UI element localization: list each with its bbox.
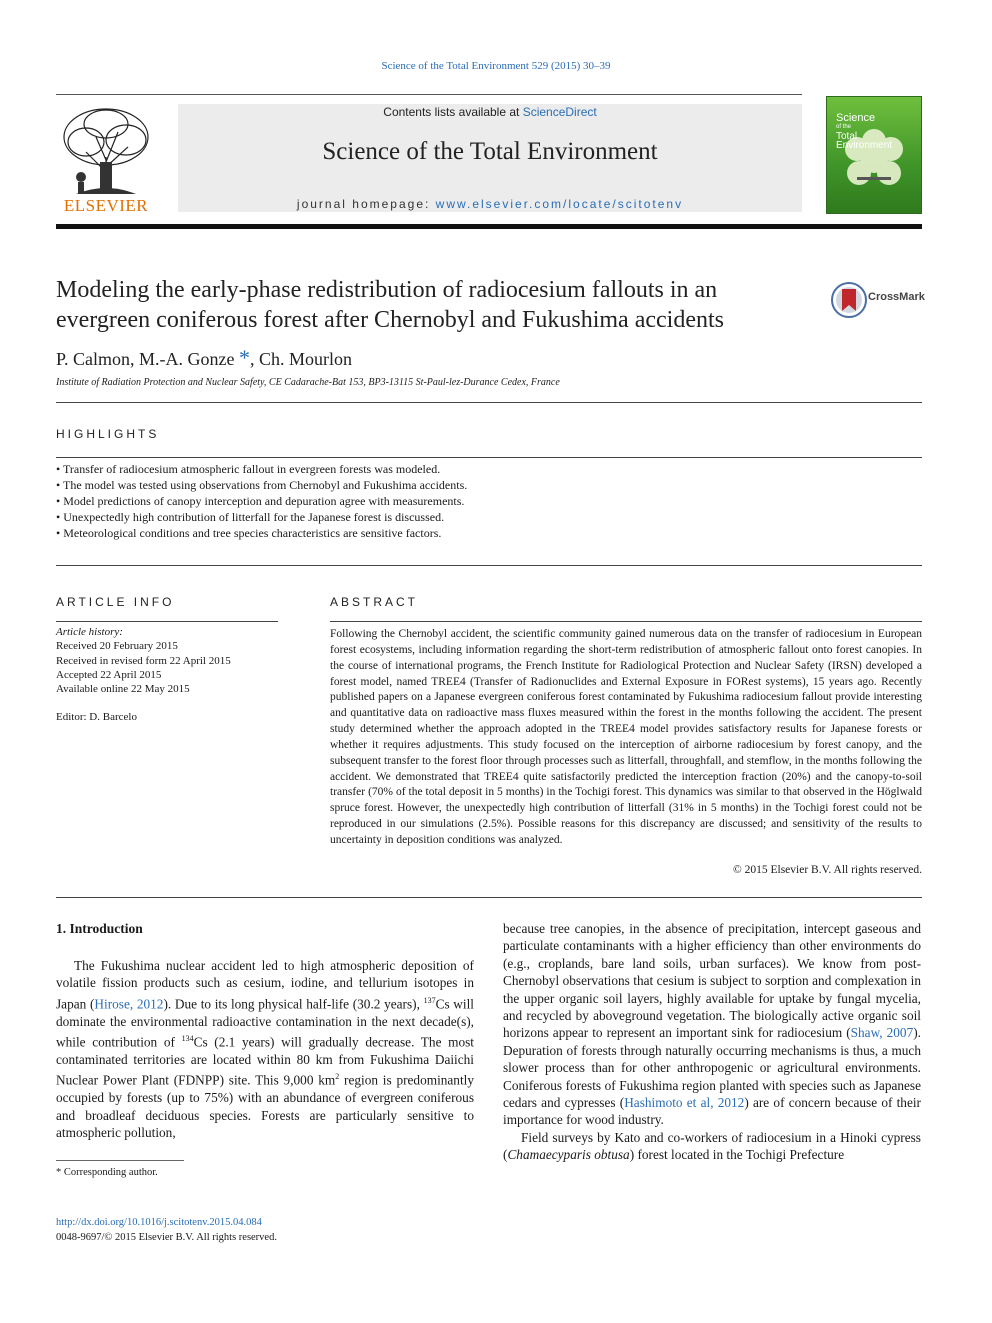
- article-info-heading: ARTICLE INFO: [56, 595, 175, 609]
- crossmark-label[interactable]: CrossMark: [868, 291, 925, 303]
- corresponding-author-footnote: * Corresponding author.: [56, 1167, 158, 1178]
- abstract-text: Following the Chernobyl accident, the scientific community gained numerous data on the transfer of radiocesium in European forest ecosystems, including information regarding the short-term redistribution of atmospheric fallout onto forest canopies. In the course of international programs, the French Institute for Radiological Protection and Nuclear Safety (IRSN) developed a forest model, named TREE4 (Transfer of Radionuclides and External Exposure in FORest systems), 15 years ago. Recently published papers on a Japanese evergreen coniferous forest contaminated by Fukushima radiocesium fallout provide interesting and quantitative data on radioactive mass fluxes measured within the forest in the months following the accident. The present study determined whether the approach adopted in the TREE4 model provides satisfactory results for Japanese forests or whether it requires adjustments. This study focused on the interception of airborne radiocesium by forest canopy, and the subsequent transfer to the forest floor through processes such as litterfall, throughfall, and stemflow, in the months following the accident. We demonstrated that TREE4 quite satisfactorily predicted the interception fraction (20%) and the canopy-to-soil transfer (70% of the total deposit in 5 months) in the Tochigi forest. This dynamics was similar to that observed in the Höglwald spruce forest. However, the unexpectedly high contribution of litterfall (31% in 5 months) in the Tochigi forest could not be reproduced in our simulations (2.5%). Possible reasons for this discrepancy are discussed; and sensitivity of the results to uncertainty in deposition conditions was analyzed.: [330, 628, 922, 846]
- section-divider: [56, 897, 922, 898]
- highlights-rule: [56, 457, 922, 458]
- section-heading-introduction: 1. Introduction: [56, 921, 143, 936]
- abstract-heading: ABSTRACT: [330, 595, 419, 609]
- cover-title: Science of the Total Environment: [836, 112, 893, 151]
- journal-title: Science of the Total Environment: [322, 138, 658, 165]
- crossmark-icon[interactable]: [831, 282, 867, 318]
- highlights-list: [56, 461, 922, 541]
- highlight-item: • The model was tested using observations from Chernobyl and Fukushima accidents.: [56, 478, 468, 492]
- header-rule: [56, 94, 802, 95]
- sciencedirect-link[interactable]: ScienceDirect: [522, 105, 597, 119]
- affiliation: Institute of Radiation Protection and Nuclear Safety, CE Cadarache-Bat 153, BP3-13115 St-Paul-lez-Durance Cedex, France: [56, 377, 560, 388]
- section-divider: [56, 402, 922, 403]
- footnote-rule: [56, 1160, 184, 1161]
- section-divider: [56, 565, 922, 566]
- intro-paragraph-2: because tree canopies, in the absence of precipitation, intercept gaseous and particulate contaminants with a higher efficiency than other environments do (e.g., croplands, bare land soils, urban surfaces). We know from post-Chernobyl observations that cesium is subject to sorption and complexation in the upper organic soil layers, highly available for uptake by fungal mycelia, and recycled by aboveground vegetation. The biologically active organic soil horizons appear to represent an important sink for radiocesium (Shaw, 2007). Depuration of forests through naturally occurring mechanisms is thus, a much slower process than for other anthropogenic or agricultural environments. Coniferous forests of Fukushima region planted with species such as Japanese cedars and cypresses (Hashimoto et al, 2012) are of concern because of their importance for wood industry.: [503, 921, 921, 1128]
- ref-hirose-2012[interactable]: Hirose, 2012: [94, 996, 164, 1012]
- article-history: Article history: Received 20 February 2015 Received in revised form 22 April 2015 Accepted 22 April 2015 Available online 22 May 2015 Editor: D. Barcelo: [56, 625, 278, 725]
- highlight-item: • Model predictions of canopy interception and depuration agree with measurements.: [56, 494, 465, 508]
- journal-homepage: journal homepage: www.elsevier.com/locate/scitotenv: [296, 197, 684, 211]
- intro-column-right: [503, 920, 921, 1164]
- highlight-item: • Unexpectedly high contribution of litterfall for the Japanese forest is discussed.: [56, 510, 445, 524]
- article-info-rule: [56, 621, 278, 622]
- highlights-heading: HIGHLIGHTS: [56, 427, 160, 441]
- highlight-item: • Meteorological conditions and tree species characteristics are sensitive factors.: [56, 526, 442, 540]
- doi-link[interactable]: http://dx.doi.org/10.1016/j.scitotenv.2015.04.084: [56, 1217, 262, 1228]
- abstract-copyright: © 2015 Elsevier B.V. All rights reserved.: [733, 864, 922, 876]
- header-thick-rule: [56, 224, 922, 229]
- homepage-link[interactable]: www.elsevier.com/locate/scitotenv: [435, 197, 684, 211]
- editor: Editor: D. Barcelo: [56, 711, 137, 724]
- ref-shaw-2007[interactable]: Shaw, 2007: [850, 1025, 914, 1041]
- article-title: Modeling the early-phase redistribution of radiocesium fallouts in an evergreen coniferous forest after Chernobyl and Fukushima accidents: [56, 277, 724, 333]
- ref-hashimoto-2012[interactable]: Hashimoto et al, 2012: [624, 1095, 745, 1111]
- corresponding-author-star[interactable]: *: [239, 345, 250, 370]
- intro-paragraph-3: Field surveys by Kato and co-workers of radiocesium in a Hinoki cypress (Chamaecyparis obtusa) forest located in the Tochigi Prefecture: [503, 1129, 921, 1163]
- abstract-rule: [330, 621, 922, 622]
- highlight-item: • Transfer of radiocesium atmospheric fallout in evergreen forests was modeled.: [56, 462, 441, 476]
- contents-line: Contents lists available at ScienceDirect: [383, 105, 597, 119]
- publisher-name: ELSEVIER: [63, 196, 149, 215]
- doi-block: [56, 1215, 277, 1245]
- intro-paragraph-1: The Fukushima nuclear accident led to high atmospheric deposition of volatile fission products such as cesium, iodine, and tellurium isotopes in Japan (Hirose, 2012). Due to its long physical half-life (30.2 years), $^{137}$Cs will dominate the environmental radioactive contamination in the next decade(s), while contribution of $^{134}$Cs (2.1 years) will gradually decrease. The most contaminated territories are located within 80 km from Fukushima Daiichi Nuclear Power Plant (FDNPP) site. This 9,000 $km^2$ region is predominantly occupied by forests (up to 75%) with an abundance of evergreen coniferous and broadleaf deciduous species. Forests are particularly sensitive to atmospheric pollution,: [56, 958, 474, 1140]
- issn-copyright: 0048-9697/© 2015 Elsevier B.V. All rights reserved.: [56, 1232, 277, 1243]
- author-list: P. Calmon, M.-A. Gonze *, Ch. Mourlon: [56, 345, 353, 370]
- journal-citation[interactable]: Science of the Total Environment 529 (2015) 30–39: [381, 60, 611, 72]
